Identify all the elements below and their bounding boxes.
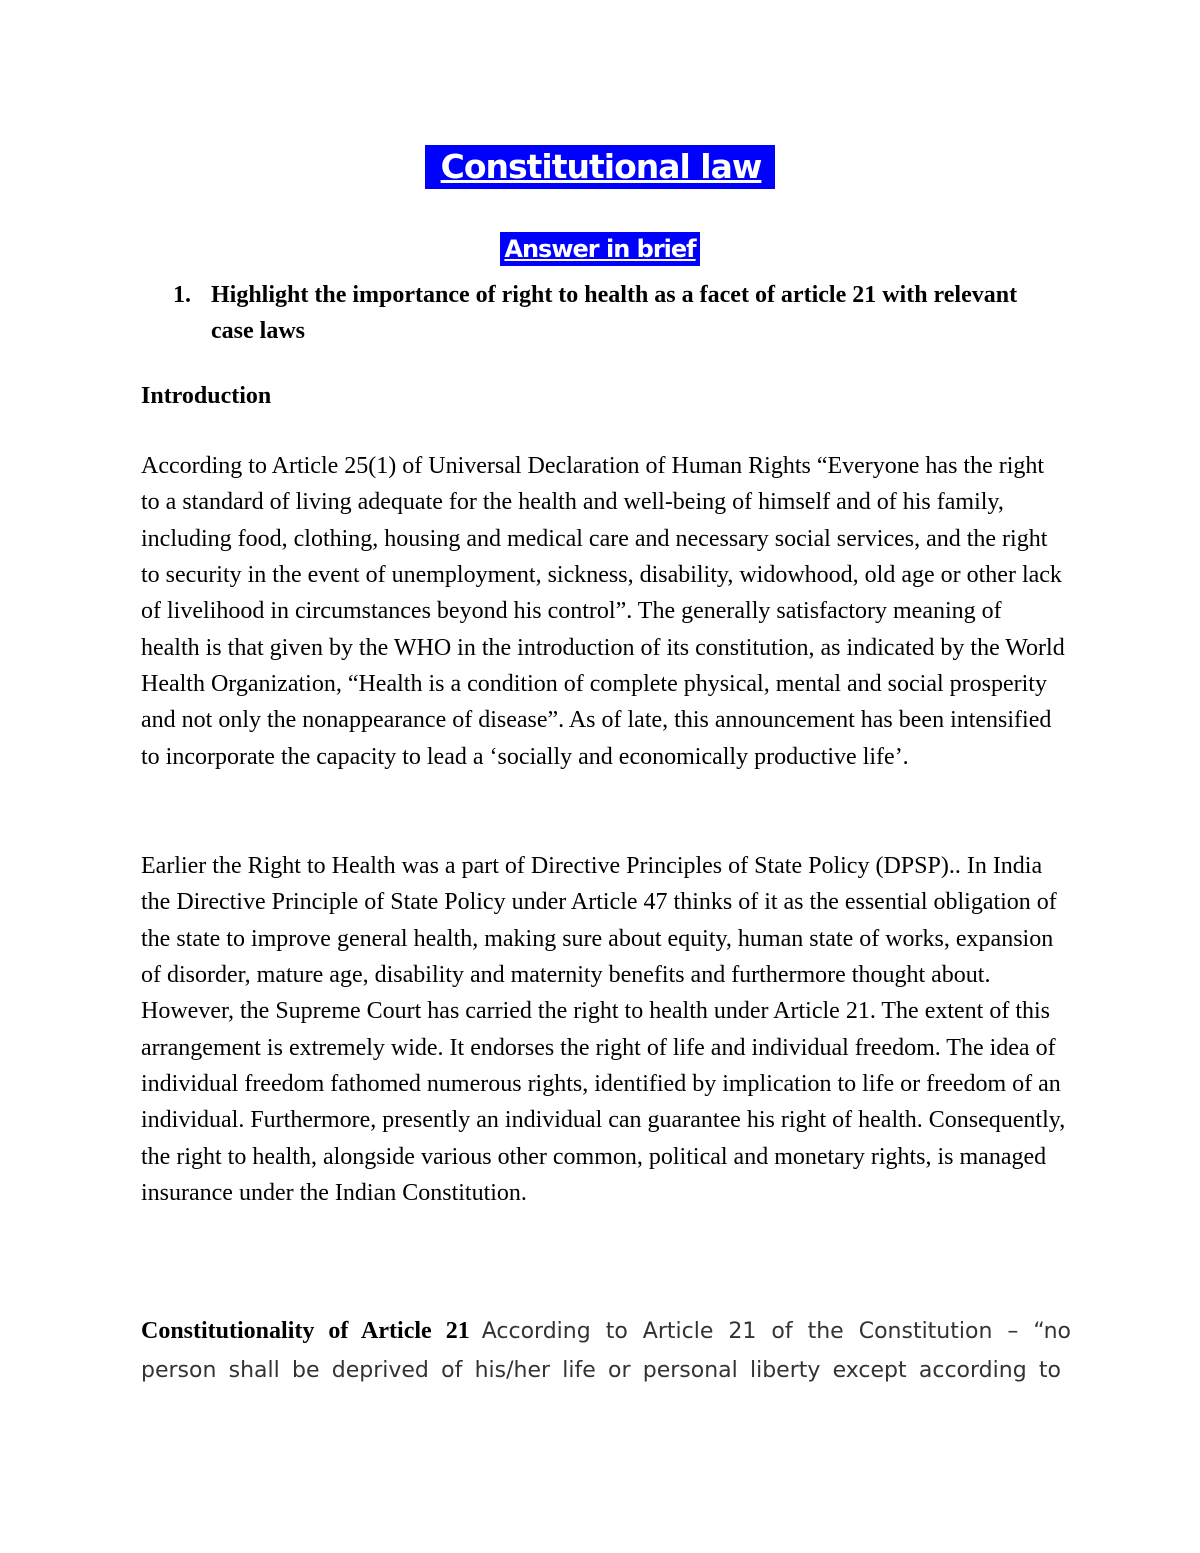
subtitle-container bbox=[0, 232, 1200, 271]
constitutionality-heading: Constitutionality of Article 21 bbox=[141, 1318, 470, 1344]
paragraph-dpsp: Earlier the Right to Health was a part of Directive Principles of State Policy (DPSP).. In India the Directive Principle of State Policy under Article 47 thinks of it as the essential obligation of the state to improve general health, making sure about equity, human state of works, expansion of disorder, mature age, disability and maternity benefits and furthermore thought about. However, the Supreme Court has carried the right to health under Article 21. The extent of this arrangement is extremely wide. It endorses the right of life and individual freedom. The idea of individual freedom fathomed numerous rights, identified by implication to life or freedom of an individual. Furthermore, presently an individual can guarantee his right of health. Consequently, the right to health, alongside various other common, political and monetary rights, is managed insurance under the Indian Constitution. bbox=[141, 853, 1066, 1207]
question-number: 1. bbox=[173, 282, 191, 308]
question-text: Highlight the importance of right to health as a facet of article 21 with relevant case laws bbox=[211, 282, 1018, 344]
constitutionality-text-line1: According to Article 21 of the Constitution – “no bbox=[481, 1319, 1072, 1344]
constitutionality-text-line2: person shall be deprived of his/her life or personal liberty except according to bbox=[141, 1358, 1061, 1383]
constitutionality-paragraph bbox=[141, 1312, 1071, 1353]
title-container bbox=[0, 145, 1200, 194]
document-subtitle: Answer in brief bbox=[500, 232, 699, 266]
introduction-heading: Introduction bbox=[141, 383, 272, 409]
document-title: Constitutional law bbox=[425, 145, 776, 189]
paragraph-udhr: According to Article 25(1) of Universal Declaration of Human Rights “Everyone has the right to a standard of living adequate for the health and well-being of himself and of his family, including food, clothing, housing and medical care and necessary social services, and the right to security in the event of unemployment, sickness, disability, widowhood, old age or other lack of livelihood in circumstances beyond his control”. The generally satisfactory meaning of health is that given by the WHO in the introduction of its constitution, as indicated by the World Health Organization, “Health is a condition of complete physical, mental and social prosperity and not only the nonappearance of disease”. As of late, this announcement has been intensified to incorporate the capacity to lead a ‘socially and economically productive life’. bbox=[141, 453, 1065, 770]
